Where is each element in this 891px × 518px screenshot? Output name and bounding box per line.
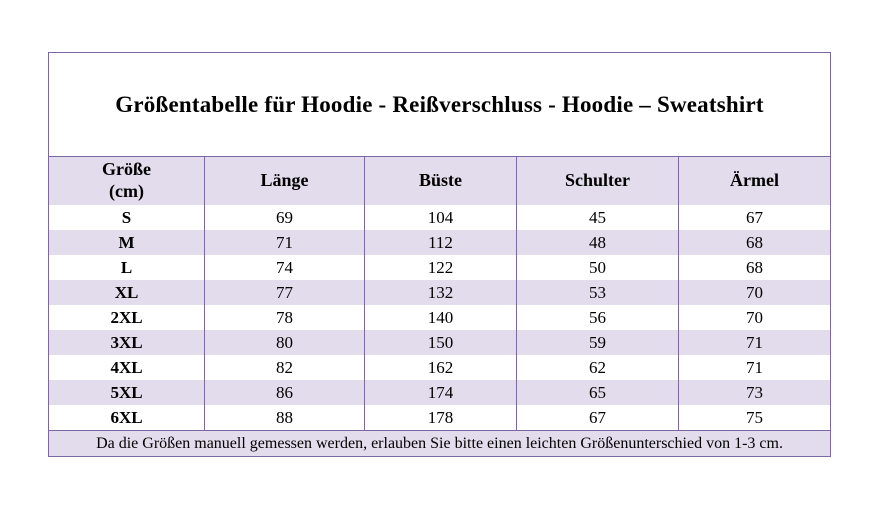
measurement-cell: 65	[516, 380, 678, 405]
measurement-cell: 68	[678, 255, 830, 280]
measurement-cell: 104	[364, 205, 516, 230]
measurement-cell: 59	[516, 330, 678, 355]
measurement-cell: 150	[364, 330, 516, 355]
measurement-cell: 71	[204, 230, 364, 255]
measurement-cell: 162	[364, 355, 516, 380]
column-header-label: Büste	[418, 170, 462, 191]
measurement-cell: 67	[516, 405, 678, 430]
measurement-cell: 75	[678, 405, 830, 430]
measurement-cell: 70	[678, 305, 830, 330]
measurement-cell: 86	[204, 380, 364, 405]
measurement-cell: 62	[516, 355, 678, 380]
column-header-schulter	[516, 157, 678, 205]
table-row	[49, 255, 830, 280]
size-cell: 2XL	[110, 308, 143, 327]
size-cell: 3XL	[110, 333, 143, 352]
table-row	[49, 330, 830, 355]
measurement-cell: 77	[204, 280, 364, 305]
page-title: Größentabelle für Hoodie - Reißverschluss - Hoodie – Sweatshirt	[115, 91, 764, 117]
measurement-cell: 122	[364, 255, 516, 280]
table-title-row	[49, 53, 830, 157]
measurement-cell: 74	[204, 255, 364, 280]
table-row	[49, 280, 830, 305]
measurement-cell: 80	[204, 330, 364, 355]
measurement-cell: 174	[364, 380, 516, 405]
column-header-bueste	[364, 157, 516, 205]
measurement-cell: 78	[204, 305, 364, 330]
measurement-cell: 53	[516, 280, 678, 305]
measurement-note: Da die Größen manuell gemessen werden, erlauben Sie bitte einen leichten Größenunterschied von 1-3 cm.	[49, 430, 830, 456]
measurement-cell: 67	[678, 205, 830, 230]
table-row	[49, 305, 830, 330]
size-cell: 5XL	[110, 383, 143, 402]
table-row	[49, 205, 830, 230]
measurement-cell: 50	[516, 255, 678, 280]
table-row	[49, 380, 830, 405]
measurement-cell: 73	[678, 380, 830, 405]
measurement-cell: 70	[678, 280, 830, 305]
size-cell: 4XL	[110, 358, 143, 377]
measurement-cell: 178	[364, 405, 516, 430]
column-header-label: Länge	[260, 170, 309, 191]
measurement-cell: 69	[204, 205, 364, 230]
measurement-cell: 88	[204, 405, 364, 430]
table-row	[49, 405, 830, 430]
size-header-line2: (cm)	[109, 181, 144, 201]
size-cell: XL	[114, 283, 139, 302]
column-header-laenge	[204, 157, 364, 205]
measurement-cell: 132	[364, 280, 516, 305]
size-cell: L	[120, 258, 133, 277]
size-chart-table	[48, 52, 831, 457]
table-row	[49, 230, 830, 255]
measurement-cell: 71	[678, 355, 830, 380]
measurement-cell: 140	[364, 305, 516, 330]
size-cell: 6XL	[110, 408, 143, 427]
size-cell: S	[121, 208, 132, 227]
column-header-aermel	[678, 157, 830, 205]
measurement-cell: 45	[516, 205, 678, 230]
column-header-size	[49, 157, 204, 205]
table-row	[49, 355, 830, 380]
size-cell: M	[118, 233, 135, 252]
measurement-cell: 71	[678, 330, 830, 355]
size-header-line1: Größe	[102, 159, 151, 180]
measurement-cell: 68	[678, 230, 830, 255]
table-body	[49, 205, 830, 430]
column-header-label: Ärmel	[730, 170, 779, 191]
column-header-label: Schulter	[565, 170, 630, 191]
measurement-cell: 112	[364, 230, 516, 255]
measurement-cell: 82	[204, 355, 364, 380]
table-header-row	[49, 157, 830, 205]
measurement-cell: 56	[516, 305, 678, 330]
measurement-cell: 48	[516, 230, 678, 255]
